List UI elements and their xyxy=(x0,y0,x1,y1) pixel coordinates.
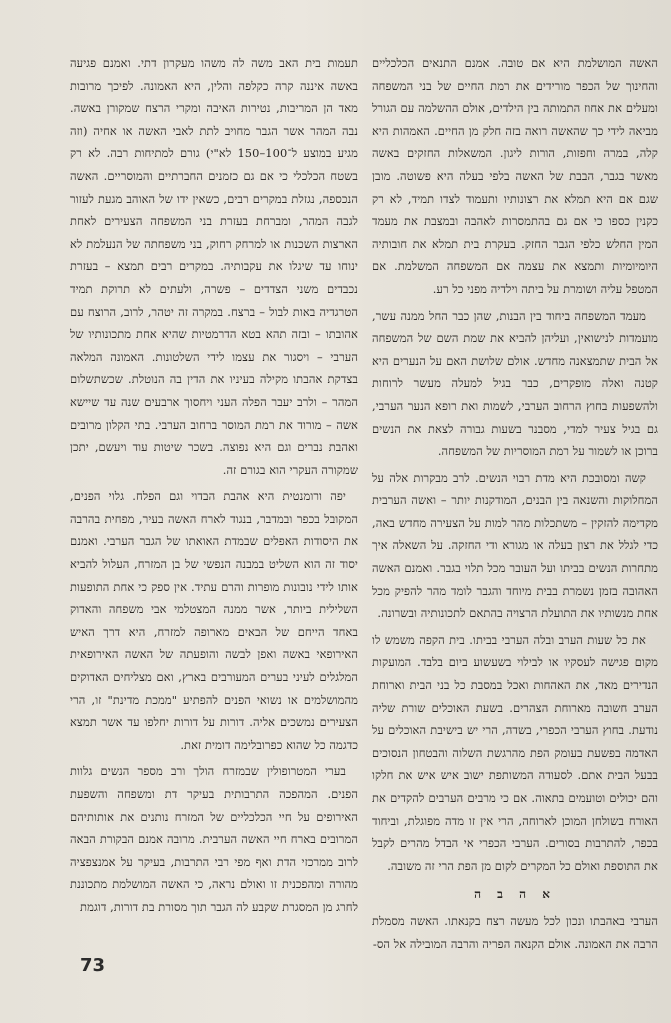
right-text-column xyxy=(372,52,658,962)
paragraph: תעמות בית האב משה לה משהו מעקרון דתי. ואמנם פגיעה באשה איננה קרה כקלפה והלין, היא האמונה. לפיכך מרובות מאד הן המריבות, נטירות האיבה ומקרי הרצח שמקורן באשה. נבה המהר אשר הגבר מחויב לתת לאבי האשה או אחיה (וזה מגיע במוצע ל־100–150 לא"י) גורם למתיחות רבה. לא רק בשטח הכלכלי כי אם גם כזמנים החברתיים והמוסריים. האשה הנכספה, נגזלת במקרים רבים, כשאין ידו של האוהב מגעת לעזור לגבה המהר, ומברחת בעזרת בני המשפחה הצעירים לאחת הארצות השכנות או למרחק רחוק, בני משפחתה של הנעלמת לא ינוחו עד שיגלו את עקבותיה. במקרים רבים תמצא – בעזרת נכבדים משני הצדדים – פשרה, ולעתים לא תרוקת תמיד הטרגדיה באות לבול – ברצח. במקרה זה יטהר, לרוב, הרוצח עם אהובתו – ובזה תהא בטא הדרמטיות שהיא אחת מתכונותיו של הערבי – ויסגור את עצמו לידי השלטונות. האמונה המלאה בצדקת אהבתו מקילה בעיניו את הדין בה הנוטלת. שכשתשלום המהר – ולרב יעבר הפלה העני ויחסוך ארבעים שנה עד שיישא אשה – מורוד את רמת המוסר ברחוב הערבי. בתי הקלון מרובים ואהבת נברים וגם היא נפוצה. בשכר שיטות עוד ויעשם, יתכן שמקורה העקרי הוא בגורם זה. xyxy=(70,56,358,477)
left-text-column xyxy=(70,52,358,962)
paragraph: הערבי באהבתו ונכון לכל מעשה רצח בקנאתו. האשה מסמלת הרבה את האמונה. אולם הקנאה הפריה והרבה המובילה אל הס- xyxy=(372,913,658,951)
paragraph: את כל שעות הערב ובלה הערבי בביתו. בית הקפה משמש לו מקום פגישה לעסקיו או לבילוי בשעשוע ביום בלבד. המועקות הנדירים מאד, את האהחות ואכל במסבת כל בני הבית וארוחת הערב חשובה מארוחת הצהרים. בשעת האוכלים שורת שליה נודעת. בחוץ הערבי הכפרי, בשדה, הרי יש בישיבת האוכלים על האדמה בפשעת בעומק הפת מהרגשת השלוה והבטחון הנסוכים בבעל הבית אתם. לסעודה המשותפת ישוב איש איש את חלקו והם יכולים וטועמים בתאוה. אם כי מרבים הערבים להקדים את האורח בשולחן המוכן לארוחה, הרי אין זו מדה מפוגלת, וביחוד בכפר, להתרבות בסורים. הערבי הכפרי אי הבדל מהרים לקבל את התוספת ואולם כל המקרים לקום מן הפת הרי זה משובה. xyxy=(372,632,658,873)
section-heading: א ה ב ה xyxy=(474,887,556,902)
paragraph: יפה ורומנטית היא אהבת הבדוי וגם הפלח. גלוי הפנים, המקובל בכפר ובמדבר, בנגוד לארח האשה בעיר, מפחית בהרבה את היסודות האפלים שבמדת האואתו של הגבר הערבי. ואמנם יסוד זה הוא השליט במבנה הנפשי של בן המזרח, העלול להביא אותו לידי נובונות מופרות והרם עתיד. אין ספק כי אחת התופעות השלילית ביותר, אשר ממנה המצטלמי אבי משפחה והאדוק באחד הייחם של הבאים מארופה למזרח, היא דרך האיש האירופאי באשה ואפן לבשה והופעתה של האשה האירופאית המלגלים לעיני בערים המעורבים בארץ, ואם מצליחים האדוקים מהמושלמים או נשואי הפנים להפתיע "ממכת מדינת" זו, הרי הצעירים נמשכים אליה. דורות על דורות יחלפו עד אשר תמצא כדגמה כל שהוא כפרובלימה דומית זאת. xyxy=(70,489,358,752)
paragraph: בערי המטרופולין שבמזרח הולך ורב מספר הנשים גלוות הפנים. המהפכה התרבותית בעיקר דת ומשפחה והשפעת האירופים על חיי הכלכליים של המזרח נותנים את אותותיהם המרובים בארח חיי האשה הערבית. מרובה אמנם הבקורת הבאה לרוב ממרכזי הדת ואף מפי רבי התרבות, בעיקר על אמנצפציה מהורה ומהפכנית זו ואולם נראה, כי האשה המושלמת מתכוננת לחרג מן המסגרת שקבע לה הגבר תוך מסורת בת דורות, דוגמת xyxy=(70,764,358,914)
page-number: 73 xyxy=(80,955,106,976)
paragraph: קשה ומסובכת היא מדת רבוי הנשים. לרב מבקרות אלה על המחלוקות והשנאה בין הבנים, המודקנות יותר – ואשה הערבית מקדימה להזקין – משתכלות מהר למות על הצעירה מחדש באה, כדי לגלל את רצון בעלה או מגורא ודי החזקה. על השאלה איך מתחרות הנשים בביתו ועל העובר מכל תלוי בגבר. ואמנם האשה האהובה בזמן נשמרת בבית מיוחד והגבר לומד מהר להפיק מכל אחת מנשותיו את התועלת הרצויה בהתאם לתכונותיה ובשרונה. xyxy=(372,470,658,621)
paragraph: מעמד המשפחה ביחוד בין הבנות, שהן כבר החל ממנה עשר, מועמדות לנישואין, ועליהן להביא את שמת השם של המשפחה אל הבית שתמצאנה מחדש. אולם שלושת האם על הנערים היא קטנה ואלה מופקרים, כבר בגיל למעלה מעשר לרוחות ולהשפעות בחוץ הרחוב הערבי, לשמות ואת רופא הנער הערבי, גם בגיל צעיר למדי, מסבנר בשעות גבורה לצאת את הנשים ברוכן או לשמור על רמת המוסריות של המשפחה. xyxy=(372,308,658,459)
paragraph: האשה המושלמת היא אם טובה. אמנם התנאים הכלכליים והחינוך של הכפר מורידים את רמת החיים של בני המשפחה ומעלים את אחוז התמותה בין הילדים, אולם ההשלמה עם הגורל מביאה לידי כך שהאשה רואה בזה חלק מן החיים. האמהות היא קלה, במרה וחפזות, הורות ליגון. המשאלות החזקים באשה מאשר בגבר, הבבת של האשה בלפי בעלה היא פשוטה. מובן שגם אם היא תמלא את רצונותיו ותעמוד לצדו תמיד, לא רק כקנין כספו כי אם גם בהתמסרות לאהבה ובמצבת את מעמד המין החלש כלפי הגבר החזק. בעקרת בית תמלא את חובותיה היומיומיות ותמצא את עצמה אם המשפחה המשלמת. אם המטפל עליה ושומרת על ביתה וילדיה מפני כל רע. xyxy=(372,56,658,296)
